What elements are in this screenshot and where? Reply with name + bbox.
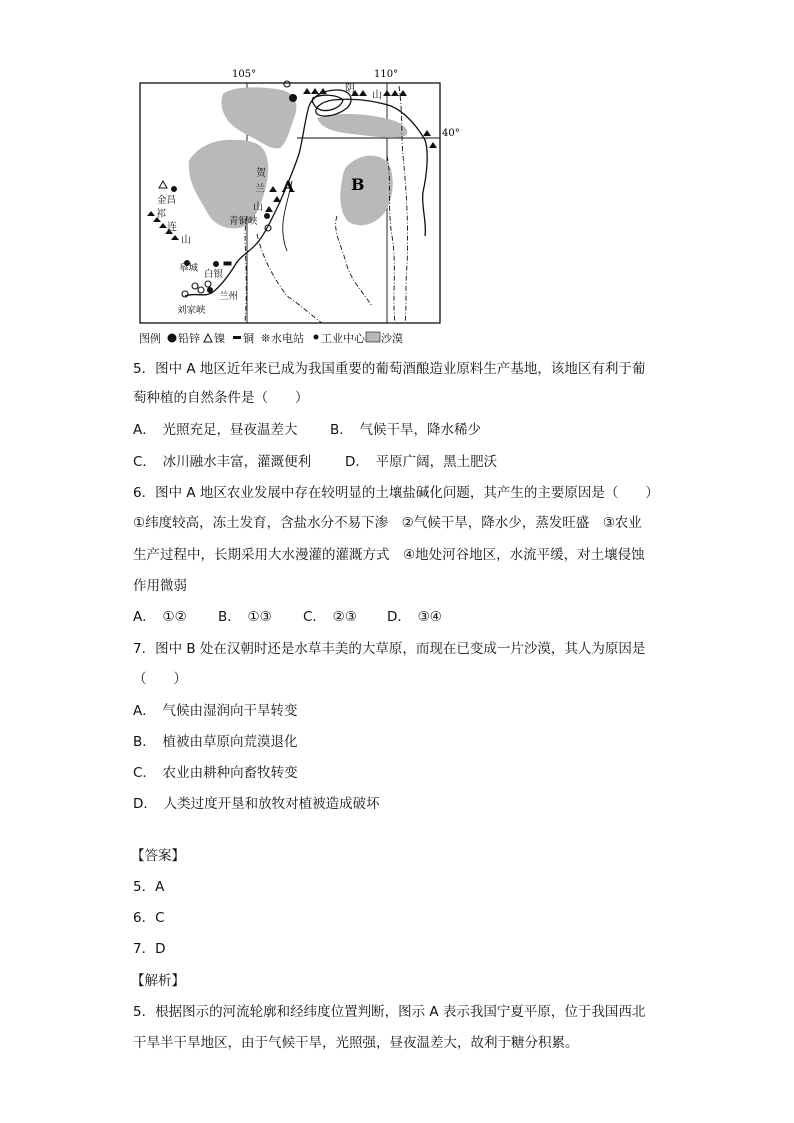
region-label-b: B [351,175,365,194]
q5-stem-line-2: 萄种植的自然条件是（ ） [133,390,309,406]
q7-option-a: A． 气候由湿润向干旱转变 [133,703,298,719]
q6-stem-line-1: 6．图中 A 地区农业发展中存在较明显的土壤盐碱化问题，其产生的主要原因是（ ） [133,485,659,501]
leadzinc-symbol [290,95,297,102]
copper-symbol [224,262,231,265]
legend-desert: 沙漠 [381,332,403,345]
q7-stem-line-1: 7．图中 B 处在汉朝时还是水草丰美的大草原，而现在已变成一片沙漠，其人为原因是 [133,641,646,657]
q7-option-d: D． 人类过度开垦和放牧对植被造成破坏 [133,796,380,812]
legend-hydro-icon: ❊ [261,332,271,345]
border-1 [257,234,322,323]
q5-stem-line-1: 5．图中 A 地区近年来已成为我国重要的葡萄酒酿造业原料生产基地，该地区有利于葡 [133,361,646,377]
lon-label-110: 110° [374,69,399,80]
station-3 [198,287,204,293]
mountain-label-helan-1: 贺 [256,168,266,179]
lanzhou-dot [208,288,213,293]
map-legend [139,331,403,345]
analysis-line-1: 5．根据图示的河流轮廓和经纬度位置判断，图示 A 表示我国宁夏平原，位于我国西北 [133,1004,646,1020]
liujiaxia-station [182,291,188,297]
place-label-liujiaxia: 刘家峡 [177,305,206,316]
q5-option-d: D． 平原广阔，黑土肥沃 [345,454,498,470]
answer-7: 7．D [133,941,166,957]
q6-option-a: A． ①② [133,609,187,625]
mountain-label-yin-1: 阴 [345,84,355,95]
q6-stem-line-2: ①纬度较高，冻土发育，含盐水分不易下渗 ②气候干旱，降水少，蒸发旺盛 ③农业 [133,515,642,531]
legend-desert-icon [366,332,380,342]
q5-option-b: B． 气候干旱，降水稀少 [330,422,482,438]
region-map [137,66,460,348]
q7-option-b: B． 植被由草原向荒漠退化 [133,734,298,750]
mountain-label-helan-3: 山 [253,202,263,213]
river-loop [312,95,343,110]
q6-stem-line-4: 作用微弱 [133,578,187,594]
legend-nickel: 镍 [214,332,225,345]
legend-industry: 工业中心 [321,332,365,345]
place-label-jinchang: 金昌 [157,195,177,206]
baiyin-dot [214,262,219,267]
border-3 [399,86,408,323]
analysis-line-2: 干旱半干旱地区，由于气候干旱，光照强，昼夜温差大，故利于糖分积累。 [133,1035,579,1051]
station-4 [205,281,211,287]
place-label-qingtongxia: 青铜峡 [229,216,258,227]
answer-heading: 【答案】 [131,848,185,864]
place-label-baiyin: 白银 [204,269,224,280]
station-2 [192,283,198,289]
legend-nickel-icon [204,334,212,342]
mountain-label-qilian-1: 祁 [156,209,166,220]
q5-option-c: C． 冰川融水丰富，灌溉便利 [133,454,312,470]
legend-leadzinc: 铅锌 [178,332,200,345]
q7-option-c: C． 农业由耕种向畜牧转变 [133,765,298,781]
place-label-lanzhou: 兰州 [219,291,239,302]
q6-option-b: B． ①③ [218,609,272,625]
desert-mu-us [340,156,392,226]
desert-hobq [317,114,407,138]
q5-option-a: A． 光照充足，昼夜温差大 [133,422,298,438]
q7-stem-line-2: （ ） [133,671,187,687]
legend-hydro: 水电站 [271,332,304,345]
legend-copper: 铜 [243,332,254,345]
mountain-label-qilian-3: 山 [181,235,191,246]
q6-option-d: D． ③④ [387,609,442,625]
legend-industry-icon [314,335,319,340]
desert-north [221,87,296,148]
mountain-label-qilian-2: 连 [167,222,177,233]
q6-stem-line-3: 生产过程中，长期采用大水漫灌的灌溉方式 ④地处河谷地区，水流平缓，对土壤侵蚀 [133,547,645,563]
map-figure [137,66,460,348]
analysis-heading: 【解析】 [131,973,185,989]
jinchang-dot [172,187,177,192]
qingtongxia-dot [265,214,270,219]
mountain-label-yin-2: 山 [372,90,382,101]
legend-copper-icon [233,336,241,339]
nickel-symbol [159,181,167,188]
answer-6: 6．C [133,910,165,926]
answer-5: 5．A [133,879,165,895]
legend-leadzinc-icon [168,334,177,343]
lon-label-105: 105° [232,69,257,80]
legend-title: 图例 [139,332,161,345]
q6-option-c: C． ②③ [303,609,357,625]
mountain-label-helan-2: 兰 [255,184,265,195]
station-5 [284,81,290,87]
place-label-gaocheng: 皋城 [179,263,199,274]
border-2 [336,216,372,306]
region-label-a: A [282,177,295,196]
lat-label-40: 40° [442,128,460,139]
